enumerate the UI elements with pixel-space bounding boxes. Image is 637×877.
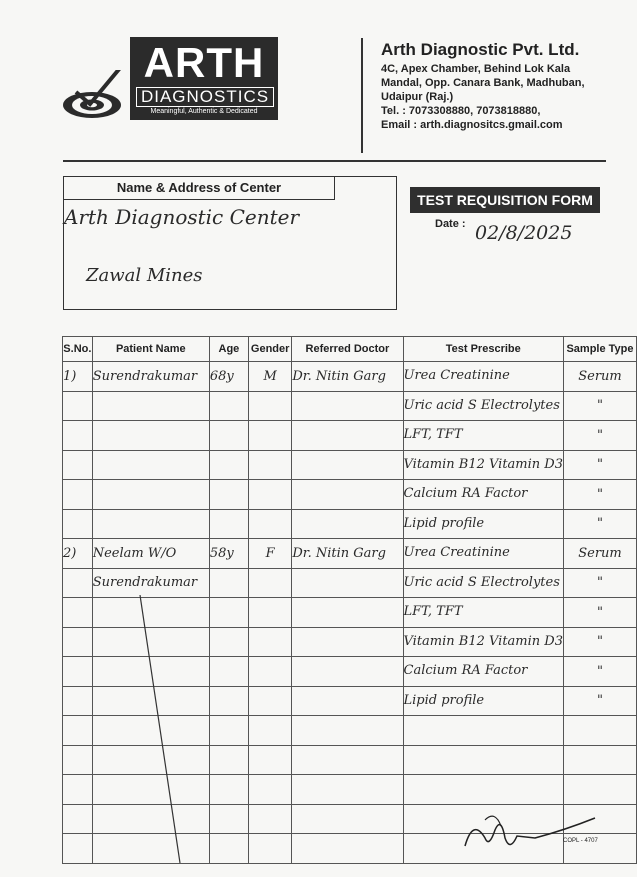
test-cell: LFT, TFT — [403, 421, 564, 451]
doctor-cell — [292, 657, 403, 687]
company-address — [381, 62, 621, 132]
sample-cell — [564, 745, 637, 775]
doctor-cell — [292, 598, 403, 628]
doctor-cell — [292, 480, 403, 510]
sno-cell — [63, 480, 93, 510]
gender-cell: M — [248, 362, 291, 392]
form-title: TEST REQUISITION FORM — [410, 187, 600, 213]
table-header-row — [63, 337, 637, 362]
test-cell — [403, 775, 564, 805]
table-row — [63, 391, 637, 421]
patient-cell — [92, 391, 209, 421]
doctor-cell — [292, 391, 403, 421]
gender-cell — [248, 450, 291, 480]
address-line: Mandal, Opp. Canara Bank, Madhuban, — [381, 77, 585, 89]
age-cell — [209, 657, 248, 687]
doctor-cell — [292, 745, 403, 775]
doctor-cell — [292, 450, 403, 480]
doctor-cell: Dr. Nitin Garg — [292, 362, 403, 392]
table-row — [63, 421, 637, 451]
sample-cell: " — [564, 686, 637, 716]
col-header-sno: S.No. — [63, 337, 93, 362]
gender-cell — [248, 480, 291, 510]
gender-cell — [248, 509, 291, 539]
age-cell — [209, 686, 248, 716]
sno-cell — [63, 804, 93, 834]
sample-cell: " — [564, 568, 637, 598]
patient-cell: Surendrakumar — [92, 362, 209, 392]
sample-cell: " — [564, 450, 637, 480]
sample-cell: " — [564, 480, 637, 510]
table-row — [63, 362, 637, 392]
gender-cell — [248, 657, 291, 687]
age-cell — [209, 391, 248, 421]
center-name: Arth Diagnostic Center — [64, 205, 300, 229]
sno-cell — [63, 568, 93, 598]
header-rule — [63, 160, 606, 162]
patient-cell — [92, 509, 209, 539]
age-cell — [209, 598, 248, 628]
center-box — [63, 176, 397, 310]
age-cell — [209, 568, 248, 598]
sample-cell: " — [564, 627, 637, 657]
sno-cell — [63, 686, 93, 716]
age-cell — [209, 834, 248, 864]
age-cell — [209, 627, 248, 657]
doctor-cell — [292, 775, 403, 805]
test-cell: Vitamin B12 Vitamin D3 — [403, 450, 564, 480]
patient-cell: Surendrakumar — [92, 568, 209, 598]
sample-cell: Serum — [564, 362, 637, 392]
address-line: Tel. : 7073308880, 7073818880, — [381, 105, 541, 117]
patient-cell: Neelam W/O — [92, 539, 209, 569]
col-header-patient: Patient Name — [92, 337, 209, 362]
sample-cell: " — [564, 421, 637, 451]
sno-cell — [63, 834, 93, 864]
test-cell: Lipid profile — [403, 509, 564, 539]
signature-mark — [455, 808, 605, 858]
col-header-doctor: Referred Doctor — [292, 337, 403, 362]
sno-cell — [63, 716, 93, 746]
center-heading: Name & Address of Center — [64, 177, 335, 200]
patient-cell — [92, 421, 209, 451]
form-code: COPL - 4707 — [563, 838, 598, 844]
address-line: Email : arth.diagnositcs.gmail.com — [381, 119, 563, 131]
gender-cell — [248, 775, 291, 805]
gender-cell — [248, 421, 291, 451]
center-place: Zawal Mines — [86, 265, 203, 286]
gender-cell — [248, 834, 291, 864]
test-cell: Urea Creatinine — [403, 539, 564, 569]
test-cell — [403, 716, 564, 746]
sample-cell: " — [564, 657, 637, 687]
gender-cell — [248, 568, 291, 598]
test-cell: Calcium RA Factor — [403, 480, 564, 510]
gender-cell — [248, 716, 291, 746]
table-row — [63, 480, 637, 510]
gender-cell — [248, 686, 291, 716]
age-cell — [209, 421, 248, 451]
sample-cell — [564, 716, 637, 746]
gender-cell: F — [248, 539, 291, 569]
sample-cell: " — [564, 509, 637, 539]
doctor-cell — [292, 568, 403, 598]
test-cell — [403, 745, 564, 775]
date-label: Date : — [435, 218, 466, 230]
gender-cell — [248, 804, 291, 834]
sno-cell: 1) — [63, 362, 93, 392]
col-header-gender: Gender — [248, 337, 291, 362]
sno-cell — [63, 509, 93, 539]
sno-cell — [63, 450, 93, 480]
address-line: 4C, Apex Chamber, Behind Lok Kala — [381, 63, 571, 75]
gender-cell — [248, 598, 291, 628]
age-cell — [209, 745, 248, 775]
sno-cell — [63, 421, 93, 451]
sno-cell — [63, 627, 93, 657]
logo-main-text: ARTH — [143, 39, 265, 86]
test-cell: Calcium RA Factor — [403, 657, 564, 687]
patient-cell — [92, 480, 209, 510]
test-cell: Uric acid S Electrolytes — [403, 391, 564, 421]
col-header-sample: Sample Type — [564, 337, 637, 362]
sno-cell — [63, 657, 93, 687]
sample-cell — [564, 775, 637, 805]
sno-cell — [63, 745, 93, 775]
sample-cell: " — [564, 598, 637, 628]
sample-cell: " — [564, 391, 637, 421]
doctor-cell — [292, 421, 403, 451]
doctor-cell — [292, 686, 403, 716]
test-cell: Lipid profile — [403, 686, 564, 716]
sno-cell: 2) — [63, 539, 93, 569]
age-cell: 58y — [209, 539, 248, 569]
sample-cell: Serum — [564, 539, 637, 569]
company-name: Arth Diagnostic Pvt. Ltd. — [381, 40, 580, 59]
table-row — [63, 568, 637, 598]
logo-sub-text: DIAGNOSTICS — [136, 87, 274, 107]
address-line: Udaipur (Raj.) — [381, 91, 454, 103]
col-header-test: Test Prescribe — [403, 337, 564, 362]
table-row — [63, 539, 637, 569]
stray-pen-line — [138, 595, 188, 865]
age-cell — [209, 775, 248, 805]
table-row — [63, 450, 637, 480]
sno-cell — [63, 775, 93, 805]
sno-cell — [63, 391, 93, 421]
doctor-cell — [292, 834, 403, 864]
table-row — [63, 509, 637, 539]
test-cell: LFT, TFT — [403, 598, 564, 628]
brand-logo — [130, 37, 278, 120]
test-cell: Vitamin B12 Vitamin D3 — [403, 627, 564, 657]
gender-cell — [248, 745, 291, 775]
patient-cell — [92, 450, 209, 480]
logo-tagline: Meaningful, Authentic & Dedicated — [150, 108, 258, 115]
age-cell — [209, 450, 248, 480]
age-cell — [209, 480, 248, 510]
sno-cell — [63, 598, 93, 628]
col-header-age: Age — [209, 337, 248, 362]
test-cell: Uric acid S Electrolytes — [403, 568, 564, 598]
age-cell — [209, 716, 248, 746]
age-cell — [209, 509, 248, 539]
doctor-cell — [292, 509, 403, 539]
doctor-cell — [292, 716, 403, 746]
test-cell: Urea Creatinine — [403, 362, 564, 392]
doctor-cell — [292, 627, 403, 657]
date-value: 02/8/2025 — [475, 222, 573, 244]
doctor-cell — [292, 804, 403, 834]
target-logo-icon — [62, 70, 122, 120]
doctor-cell: Dr. Nitin Garg — [292, 539, 403, 569]
age-cell: 68y — [209, 362, 248, 392]
age-cell — [209, 804, 248, 834]
gender-cell — [248, 627, 291, 657]
gender-cell — [248, 391, 291, 421]
header-divider — [361, 38, 363, 153]
